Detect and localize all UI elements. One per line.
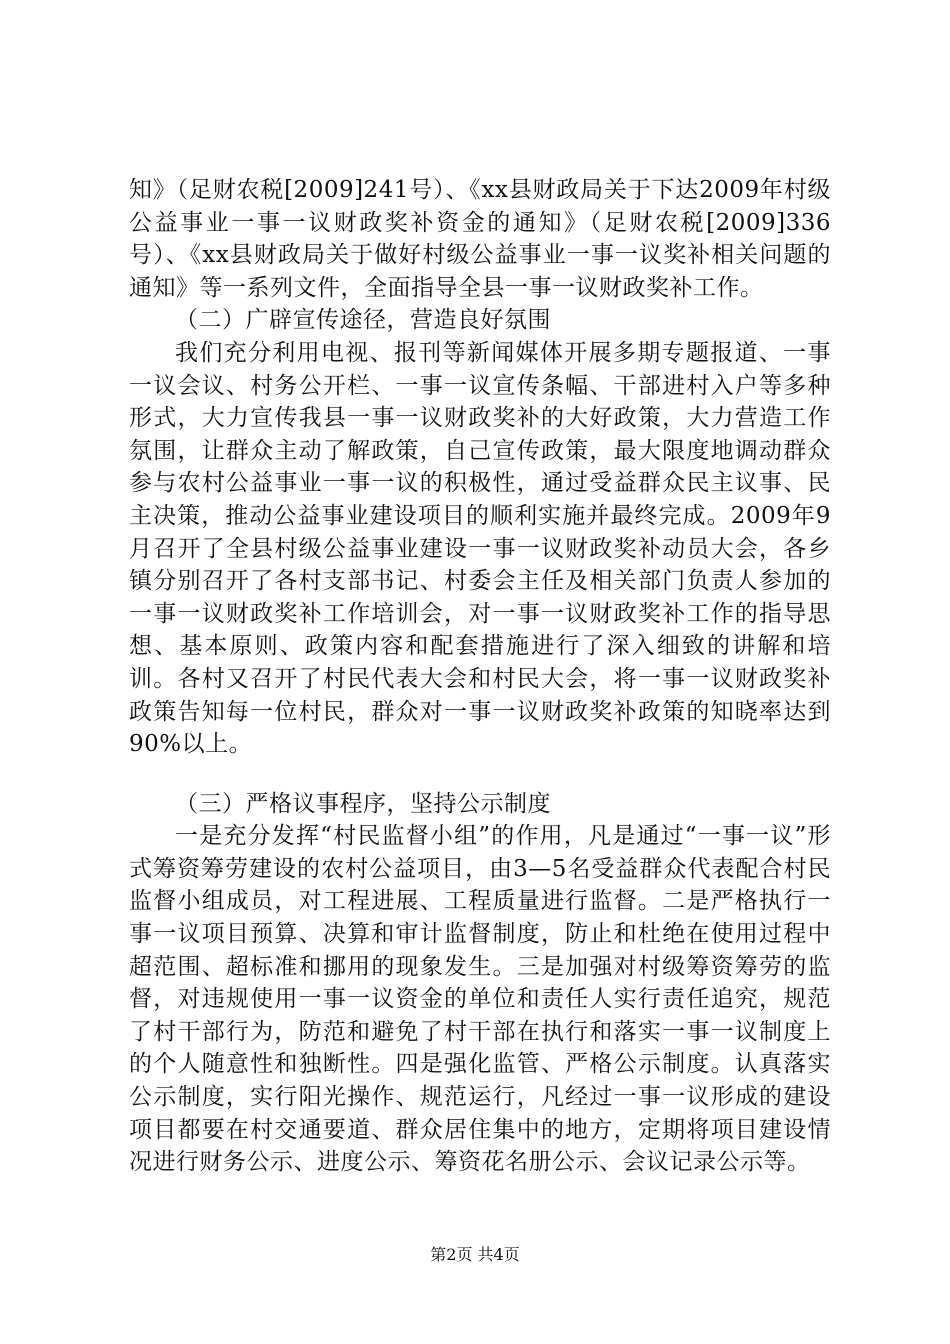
paragraph-section-2: 我们充分利用电视、报刊等新闻媒体开展多期专题报道、一事一议会议、村务公开栏、一事一议宣传条幅、干部进村入户等多种形式，大力宣传我县一事一议财政奖补的大好政策，大力营造工作氛围，让群众主动了解政策，自己宣传政策，最大限度地调动群众参与农村公益事业一事一议的积极性，通过受益群众民主议事、民主决策，推动公益事业建设项目的顺利实施并最终完成。2009年9月召开了全县村级公益事业建设一事一议财政奖补动员大会，各乡镇分别召开了各村支部书记、村委会主任及相关部门负责人参加的一事一议财政奖补工作培训会，对一事一议财政奖补工作的指导思想、基本原则、政策内容和配套措施进行了深入细致的讲解和培训。各村又召开了村民代表大会和村民大会，将一事一议财政奖补政策告知每一位村民，群众对一事一议财政奖补政策的知晓率达到90%以上。	[129, 339, 831, 758]
page-number-footer: 第2页 共4页	[430, 1245, 520, 1264]
section-heading-2: （二）广辟宣传途径，营造良好氛围	[175, 307, 551, 334]
document-body	[129, 174, 831, 1179]
paragraph-continued: 知》（足财农税[2009]241号）、《xx县财政局关于下达2009年村级公益事业一事一议财政奖补资金的通知》（足财农税[2009]336号）、《xx县财政局关于做好村级公益事业一事一议奖补相关问题的通知》等一系列文件，全面指导全县一事一议财政奖补工作。	[129, 177, 831, 301]
paragraph-section-3: 一是充分发挥“村民监督小组”的作用，凡是通过“一事一议”形式筹资筹劳建设的农村公益项目，由3—5名受益群众代表配合村民监督小组成员，对工程进展、工程质量进行监督。二是严格执行一事一议项目预算、决算和审计监督制度，防止和杜绝在使用过程中超范围、超标准和挪用的现象发生。三是加强对村级筹资筹劳的监督，对违规使用一事一议资金的单位和责任人实行责任追究，规范了村干部行为，防范和避免了村干部在执行和落实一事一议制度上的个人随意性和独断性。四是强化监管、严格公示制度。认真落实公示制度，实行阳光操作、规范运行，凡经过一事一议形成的建设项目都要在村交通要道、群众居住集中的地方，定期将项目建设情况进行财务公示、进度公示、筹资花名册公示、会议记录公示等。	[129, 823, 831, 1176]
section-heading-3: （三）严格议事程序，坚持公示制度	[175, 790, 551, 817]
